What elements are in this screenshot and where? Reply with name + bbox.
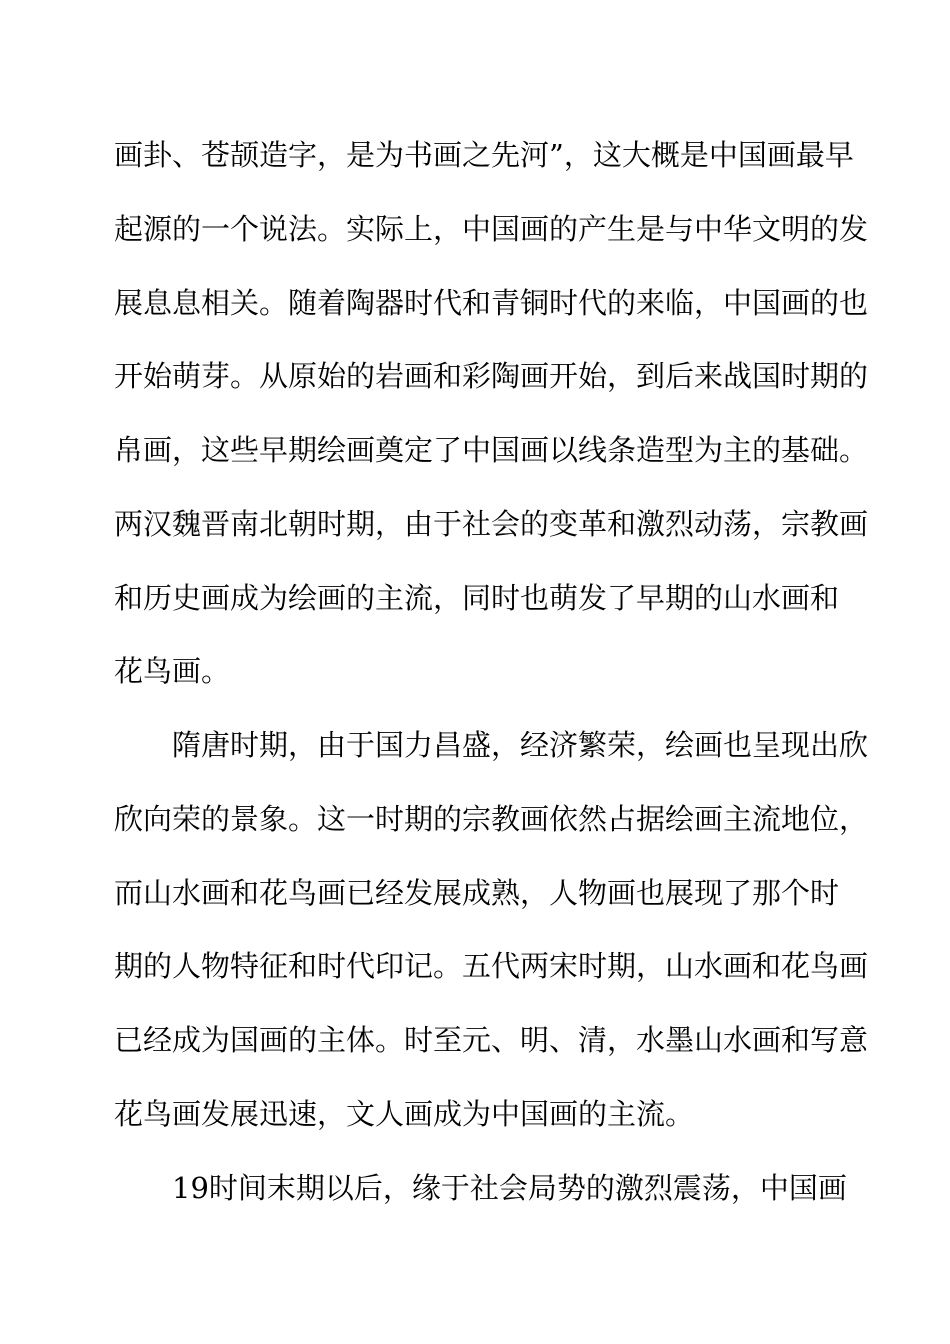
text-line: 画卦、苍颉造字，是为书画之先河”，这大概是中国画最早 <box>114 138 854 172</box>
text-line: 欣向荣的景象。这一时期的宗教画依然占据绘画主流地位， <box>114 801 869 836</box>
body-text <box>114 126 869 1232</box>
text-line: 花鸟画。 <box>114 654 231 689</box>
text-line: 19时间末期以后，缘于社会局势的激烈震荡，中国画 <box>172 1170 847 1205</box>
text-line: 展息息相关。随着陶器时代和青铜时代的来临，中国画的也 <box>114 285 869 320</box>
text-line: 期的人物特征和时代印记。五代两宋时期，山水画和花鸟画 <box>114 949 869 984</box>
text-line: 起源的一个说法。实际上，中国画的产生是与中华文明的发 <box>114 211 869 246</box>
text-line: 两汉魏晋南北朝时期，由于社会的变革和激烈动荡，宗教画 <box>114 506 869 541</box>
text-line: 隋唐时期，由于国力昌盛，经济繁荣，绘画也呈现出欣 <box>172 728 869 762</box>
text-line: 已经成为国画的主体。时至元、明、清，水墨山水画和写意 <box>114 1023 869 1057</box>
text-line: 开始萌芽。从原始的岩画和彩陶画开始，到后来战国时期的 <box>114 359 869 394</box>
text-line: 花鸟画发展迅速，文人画成为中国画的主流。 <box>114 1096 695 1131</box>
text-line: 而山水画和花鸟画已经发展成熟，人物画也展现了那个时 <box>114 875 840 910</box>
text-line: 帛画，这些早期绘画奠定了中国画以线条造型为主的基础。 <box>114 433 869 467</box>
text-line: 和历史画成为绘画的主流，同时也萌发了早期的山水画和 <box>114 580 840 615</box>
